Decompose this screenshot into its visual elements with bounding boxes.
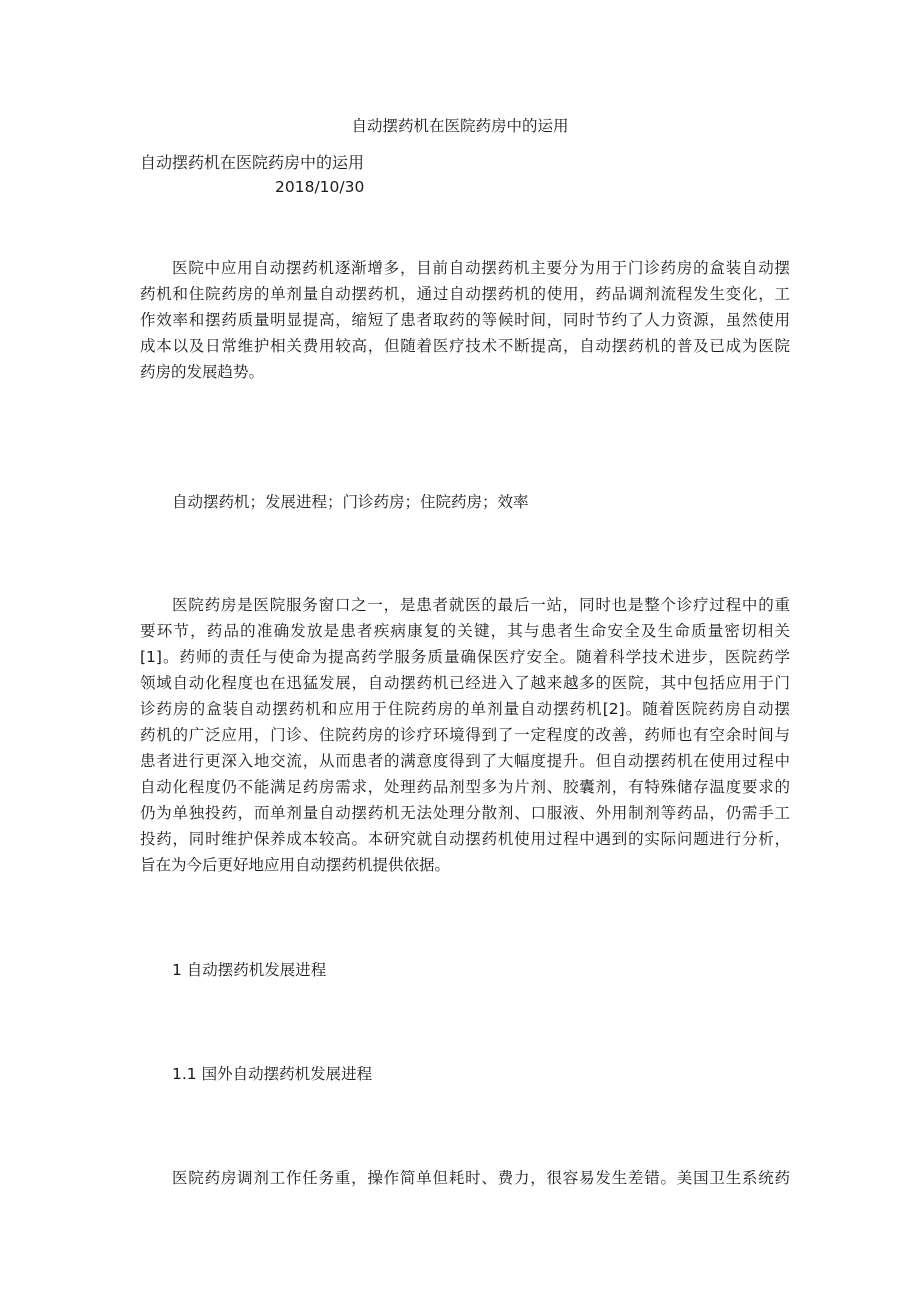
document-title: 自动摆药机在医院药房中的运用 xyxy=(351,117,569,135)
paragraph-line: 药机的广泛应用，门诊、住院药房的诊疗环境得到了一定程度的改善，药师也有空余时间与 xyxy=(140,726,790,744)
article-date: 2018/10/30 xyxy=(275,178,365,196)
paragraph-line: 诊药房的盒装自动摆药机和应用于住院药房的单剂量自动摆药机[2]。随着医院药房自动摆 xyxy=(140,700,790,718)
paragraph-line: 作效率和摆药质量明显提高，缩短了患者取药的等候时间，同时节约了人力资源，虽然使用 xyxy=(140,311,790,329)
paragraph-line: 药房的发展趋势。 xyxy=(140,363,265,381)
article-subtitle: 自动摆药机在医院药房中的运用 xyxy=(140,153,365,172)
paragraph-line: 自动化程度仍不能满足药房需求，处理药品剂型多为片剂、胶囊剂，有特殊储存温度要求的 xyxy=(140,778,790,796)
introduction-paragraph xyxy=(140,592,790,878)
paragraph-line: 医院药房是医院服务窗口之一，是患者就医的最后一站，同时也是整个诊疗过程中的重 xyxy=(172,596,790,614)
paragraph-line: 投药，同时维护保养成本较高。本研究就自动摆药机使用过程中遇到的实际问题进行分析， xyxy=(140,830,790,848)
paragraph-line: 要环节，药品的准确发放是患者疾病康复的关键，其与患者生命安全及生命质量密切相关 xyxy=(140,622,790,640)
paragraph-line: [1]。药师的责任与使命为提高药学服务质量确保医疗安全。随着科学技术进步，医院药学 xyxy=(140,648,790,666)
body-paragraph xyxy=(140,1165,790,1191)
section-heading-1-1: 1.1 国外自动摆药机发展进程 xyxy=(172,1065,373,1083)
paragraph-line: 领域自动化程度也在迅猛发展，自动摆药机已经进入了越来越多的医院，其中包括应用于门 xyxy=(140,674,790,692)
paragraph-line: 医院中应用自动摆药机逐渐增多，目前自动摆药机主要分为用于门诊药房的盒装自动摆 xyxy=(172,259,790,277)
paragraph-line: 仍为单独投药，而单剂量自动摆药机无法处理分散剂、口服液、外用制剂等药品，仍需手工 xyxy=(140,804,790,822)
paragraph-line: 成本以及日常维护相关费用较高，但随着医疗技术不断提高，自动摆药机的普及已成为医院 xyxy=(140,337,790,355)
paragraph-line: 药机和住院药房的单剂量自动摆药机，通过自动摆药机的使用，药品调剂流程发生变化，工 xyxy=(140,285,790,303)
paragraph-line: 旨在为今后更好地应用自动摆药机提供依据。 xyxy=(140,856,451,874)
keywords: 自动摆药机；发展进程；门诊药房；住院药房；效率 xyxy=(172,493,529,511)
abstract-paragraph xyxy=(140,255,790,385)
paragraph-line: 患者进行更深入地交流，从而患者的满意度得到了大幅度提升。但自动摆药机在使用过程中 xyxy=(140,752,790,770)
section-heading-1: 1 自动摆药机发展进程 xyxy=(172,961,327,979)
paragraph-line: 医院药房调剂工作任务重，操作简单但耗时、费力，很容易发生差错。美国卫生系统药 xyxy=(172,1169,790,1187)
